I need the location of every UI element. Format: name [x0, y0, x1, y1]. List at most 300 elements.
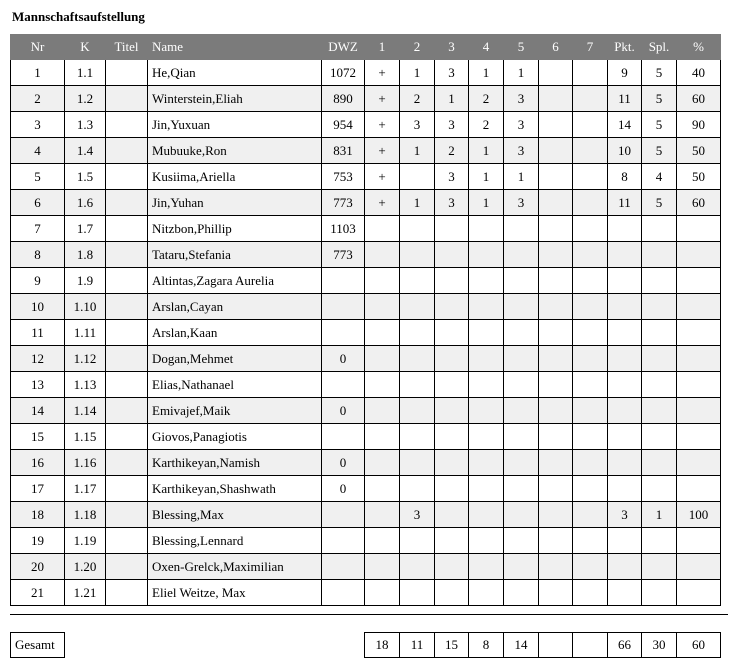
- cell-percent: [677, 476, 721, 502]
- cell-round-3: 1: [435, 86, 469, 112]
- cell-round-6: [539, 60, 573, 86]
- cell-round-7: [573, 398, 608, 424]
- cell-round-6: [539, 242, 573, 268]
- col-round-6-header: 6: [539, 35, 573, 60]
- cell-round-6: [539, 398, 573, 424]
- table-row: [11, 138, 721, 164]
- cell-nr: 15: [11, 424, 65, 450]
- table-row: [11, 450, 721, 476]
- cell-round-1: [365, 554, 400, 580]
- cell-round-4: [469, 216, 504, 242]
- cell-round-1: +: [365, 86, 400, 112]
- cell-round-1: [365, 268, 400, 294]
- cell-percent: [677, 242, 721, 268]
- cell-name: Emivajef,Maik: [148, 398, 322, 424]
- cell-spl: [642, 554, 677, 580]
- cell-k: 1.15: [65, 424, 106, 450]
- cell-spl: [642, 268, 677, 294]
- cell-round-5: [504, 450, 539, 476]
- cell-dwz: 1103: [322, 216, 365, 242]
- cell-round-1: +: [365, 164, 400, 190]
- cell-titel: [106, 450, 148, 476]
- cell-spl: [642, 216, 677, 242]
- totals-table: [10, 632, 721, 658]
- cell-pkt: 14: [608, 112, 642, 138]
- cell-round-4: 1: [469, 164, 504, 190]
- col-percent-header: %: [677, 35, 721, 60]
- cell-nr: 12: [11, 346, 65, 372]
- cell-round-7: [573, 190, 608, 216]
- cell-nr: 10: [11, 294, 65, 320]
- cell-dwz: 890: [322, 86, 365, 112]
- cell-name: Winterstein,Eliah: [148, 86, 322, 112]
- cell-pkt: 3: [608, 502, 642, 528]
- table-row: [11, 294, 721, 320]
- cell-k: 1.14: [65, 398, 106, 424]
- cell-name: Eliel Weitze, Max: [148, 580, 322, 606]
- cell-round-3: 2: [435, 138, 469, 164]
- cell-k: 1.20: [65, 554, 106, 580]
- cell-round-6: [539, 346, 573, 372]
- cell-nr: 1: [11, 60, 65, 86]
- cell-pkt: [608, 346, 642, 372]
- cell-round-5: [504, 216, 539, 242]
- cell-round-1: [365, 502, 400, 528]
- table-row: [11, 528, 721, 554]
- cell-spl: 5: [642, 86, 677, 112]
- cell-round-3: [435, 580, 469, 606]
- cell-k: 1.17: [65, 476, 106, 502]
- cell-round-2: 1: [400, 190, 435, 216]
- cell-round-7: [573, 346, 608, 372]
- cell-nr: 4: [11, 138, 65, 164]
- cell-titel: [106, 242, 148, 268]
- cell-name: Oxen-Grelck,Maximilian: [148, 554, 322, 580]
- cell-pkt: [608, 320, 642, 346]
- cell-pkt: 8: [608, 164, 642, 190]
- cell-round-6: [539, 580, 573, 606]
- cell-round-5: 1: [504, 164, 539, 190]
- cell-nr: 17: [11, 476, 65, 502]
- cell-round-5: [504, 424, 539, 450]
- cell-round-4: 1: [469, 138, 504, 164]
- cell-spl: [642, 476, 677, 502]
- cell-round-4: [469, 320, 504, 346]
- cell-round-1: [365, 320, 400, 346]
- cell-round-6: [539, 554, 573, 580]
- table-row: [11, 346, 721, 372]
- cell-round-2: 2: [400, 86, 435, 112]
- cell-percent: [677, 424, 721, 450]
- cell-titel: [106, 424, 148, 450]
- cell-nr: 21: [11, 580, 65, 606]
- cell-round-3: [435, 372, 469, 398]
- table-row: [11, 268, 721, 294]
- cell-round-7: [573, 424, 608, 450]
- cell-percent: 100: [677, 502, 721, 528]
- cell-round-1: [365, 216, 400, 242]
- cell-spl: [642, 450, 677, 476]
- cell-name: Arslan,Kaan: [148, 320, 322, 346]
- cell-percent: 60: [677, 190, 721, 216]
- cell-round-1: +: [365, 60, 400, 86]
- cell-spl: [642, 320, 677, 346]
- cell-round-7: [573, 86, 608, 112]
- cell-name: Kusiima,Ariella: [148, 164, 322, 190]
- cell-round-2: [400, 450, 435, 476]
- cell-round-6: [539, 424, 573, 450]
- cell-round-6: [539, 164, 573, 190]
- cell-round-6: [539, 476, 573, 502]
- cell-round-6: [539, 268, 573, 294]
- cell-percent: 50: [677, 138, 721, 164]
- cell-name: Blessing,Lennard: [148, 528, 322, 554]
- total-round-7: [573, 633, 608, 658]
- col-name-header: Name: [148, 35, 322, 60]
- cell-pkt: 10: [608, 138, 642, 164]
- cell-percent: [677, 216, 721, 242]
- cell-round-3: 3: [435, 112, 469, 138]
- cell-k: 1.18: [65, 502, 106, 528]
- cell-round-7: [573, 320, 608, 346]
- cell-titel: [106, 398, 148, 424]
- cell-round-7: [573, 164, 608, 190]
- cell-dwz: [322, 294, 365, 320]
- cell-round-4: [469, 346, 504, 372]
- cell-round-1: [365, 242, 400, 268]
- cell-dwz: 831: [322, 138, 365, 164]
- cell-round-6: [539, 528, 573, 554]
- cell-round-5: [504, 502, 539, 528]
- table-row: [11, 580, 721, 606]
- cell-round-7: [573, 528, 608, 554]
- cell-name: Arslan,Cayan: [148, 294, 322, 320]
- total-round-4: 8: [469, 633, 504, 658]
- cell-round-1: [365, 398, 400, 424]
- cell-round-4: [469, 372, 504, 398]
- cell-nr: 20: [11, 554, 65, 580]
- cell-round-5: [504, 268, 539, 294]
- cell-titel: [106, 580, 148, 606]
- cell-name: Giovos,Panagiotis: [148, 424, 322, 450]
- total-round-6: [539, 633, 573, 658]
- cell-name: Nitzbon,Phillip: [148, 216, 322, 242]
- col-round-2-header: 2: [400, 35, 435, 60]
- cell-round-3: 3: [435, 60, 469, 86]
- cell-k: 1.9: [65, 268, 106, 294]
- cell-round-1: [365, 372, 400, 398]
- col-round-7-header: 7: [573, 35, 608, 60]
- col-spl-header: Spl.: [642, 35, 677, 60]
- cell-dwz: 1072: [322, 60, 365, 86]
- cell-round-5: [504, 580, 539, 606]
- cell-k: 1.10: [65, 294, 106, 320]
- cell-nr: 5: [11, 164, 65, 190]
- page-title: Mannschaftsaufstellung: [12, 9, 145, 24]
- cell-percent: [677, 268, 721, 294]
- cell-round-1: [365, 450, 400, 476]
- cell-round-5: [504, 398, 539, 424]
- cell-titel: [106, 294, 148, 320]
- total-round-3: 15: [435, 633, 469, 658]
- cell-dwz: 773: [322, 242, 365, 268]
- cell-dwz: [322, 424, 365, 450]
- cell-pkt: [608, 242, 642, 268]
- cell-k: 1.4: [65, 138, 106, 164]
- cell-round-1: +: [365, 190, 400, 216]
- cell-round-5: [504, 554, 539, 580]
- cell-round-3: [435, 320, 469, 346]
- cell-round-2: [400, 398, 435, 424]
- separator-line: [10, 614, 728, 615]
- cell-k: 1.8: [65, 242, 106, 268]
- cell-round-2: [400, 320, 435, 346]
- cell-round-7: [573, 476, 608, 502]
- cell-round-3: 3: [435, 164, 469, 190]
- cell-pkt: [608, 424, 642, 450]
- roster-table: [10, 34, 721, 606]
- cell-round-4: [469, 398, 504, 424]
- cell-titel: [106, 554, 148, 580]
- cell-nr: 6: [11, 190, 65, 216]
- total-percent: 60: [677, 633, 721, 658]
- cell-name: Jin,Yuxuan: [148, 112, 322, 138]
- cell-pkt: [608, 398, 642, 424]
- cell-percent: [677, 372, 721, 398]
- cell-name: Mubuuke,Ron: [148, 138, 322, 164]
- cell-round-4: [469, 580, 504, 606]
- cell-titel: [106, 372, 148, 398]
- table-row: [11, 502, 721, 528]
- cell-round-2: [400, 554, 435, 580]
- cell-round-6: [539, 320, 573, 346]
- cell-pkt: [608, 216, 642, 242]
- cell-round-2: [400, 476, 435, 502]
- cell-percent: [677, 320, 721, 346]
- cell-k: 1.7: [65, 216, 106, 242]
- cell-pkt: 11: [608, 86, 642, 112]
- table-row: [11, 216, 721, 242]
- cell-spl: 5: [642, 138, 677, 164]
- cell-pkt: [608, 372, 642, 398]
- cell-round-2: 3: [400, 112, 435, 138]
- cell-k: 1.6: [65, 190, 106, 216]
- cell-k: 1.19: [65, 528, 106, 554]
- cell-spl: [642, 580, 677, 606]
- cell-round-6: [539, 294, 573, 320]
- cell-round-6: [539, 450, 573, 476]
- cell-nr: 9: [11, 268, 65, 294]
- cell-round-1: [365, 346, 400, 372]
- cell-titel: [106, 164, 148, 190]
- cell-name: He,Qian: [148, 60, 322, 86]
- cell-round-4: [469, 294, 504, 320]
- cell-round-7: [573, 372, 608, 398]
- table-row: [11, 164, 721, 190]
- cell-round-6: [539, 86, 573, 112]
- cell-round-3: [435, 398, 469, 424]
- cell-round-5: [504, 346, 539, 372]
- cell-name: Elias,Nathanael: [148, 372, 322, 398]
- cell-dwz: 0: [322, 346, 365, 372]
- cell-spl: [642, 372, 677, 398]
- cell-round-7: [573, 268, 608, 294]
- cell-percent: [677, 346, 721, 372]
- cell-dwz: 954: [322, 112, 365, 138]
- cell-name: Blessing,Max: [148, 502, 322, 528]
- cell-pkt: [608, 268, 642, 294]
- cell-titel: [106, 528, 148, 554]
- table-row: [11, 424, 721, 450]
- cell-round-3: [435, 528, 469, 554]
- cell-round-5: [504, 242, 539, 268]
- cell-round-3: [435, 554, 469, 580]
- total-round-5: 14: [504, 633, 539, 658]
- roster-body: [11, 60, 721, 606]
- cell-round-1: [365, 424, 400, 450]
- cell-round-4: 1: [469, 190, 504, 216]
- cell-pkt: [608, 580, 642, 606]
- cell-round-6: [539, 112, 573, 138]
- cell-round-4: 2: [469, 112, 504, 138]
- cell-spl: [642, 398, 677, 424]
- cell-nr: 16: [11, 450, 65, 476]
- cell-percent: [677, 554, 721, 580]
- cell-round-4: 2: [469, 86, 504, 112]
- cell-percent: [677, 398, 721, 424]
- cell-round-5: 3: [504, 86, 539, 112]
- cell-round-3: [435, 242, 469, 268]
- cell-round-2: 3: [400, 502, 435, 528]
- cell-round-7: [573, 450, 608, 476]
- cell-round-7: [573, 294, 608, 320]
- cell-round-1: +: [365, 112, 400, 138]
- cell-round-3: 3: [435, 190, 469, 216]
- cell-round-2: 1: [400, 138, 435, 164]
- cell-nr: 3: [11, 112, 65, 138]
- cell-spl: 5: [642, 60, 677, 86]
- cell-nr: 8: [11, 242, 65, 268]
- cell-titel: [106, 112, 148, 138]
- cell-round-5: [504, 528, 539, 554]
- cell-round-4: [469, 528, 504, 554]
- totals-row: [11, 633, 721, 658]
- cell-round-2: [400, 424, 435, 450]
- cell-titel: [106, 190, 148, 216]
- total-round-1: 18: [365, 633, 400, 658]
- cell-dwz: [322, 372, 365, 398]
- cell-nr: 14: [11, 398, 65, 424]
- cell-name: Karthikeyan,Shashwath: [148, 476, 322, 502]
- cell-nr: 7: [11, 216, 65, 242]
- cell-pkt: 11: [608, 190, 642, 216]
- cell-round-7: [573, 580, 608, 606]
- cell-percent: 50: [677, 164, 721, 190]
- cell-percent: 40: [677, 60, 721, 86]
- cell-titel: [106, 346, 148, 372]
- cell-titel: [106, 502, 148, 528]
- col-pkt-header: Pkt.: [608, 35, 642, 60]
- cell-spl: [642, 528, 677, 554]
- totals-label: Gesamt: [11, 633, 65, 658]
- col-dwz-header: DWZ: [322, 35, 365, 60]
- cell-round-3: [435, 216, 469, 242]
- cell-round-4: [469, 268, 504, 294]
- cell-round-3: [435, 502, 469, 528]
- col-round-5-header: 5: [504, 35, 539, 60]
- cell-round-7: [573, 216, 608, 242]
- cell-round-5: [504, 294, 539, 320]
- cell-round-5: [504, 320, 539, 346]
- cell-k: 1.11: [65, 320, 106, 346]
- cell-titel: [106, 138, 148, 164]
- cell-dwz: 773: [322, 190, 365, 216]
- col-nr-header: Nr: [11, 35, 65, 60]
- cell-spl: [642, 424, 677, 450]
- cell-name: Altintas,Zagara Aurelia: [148, 268, 322, 294]
- cell-dwz: 0: [322, 450, 365, 476]
- cell-pkt: [608, 476, 642, 502]
- table-row: [11, 554, 721, 580]
- cell-nr: 11: [11, 320, 65, 346]
- cell-name: Karthikeyan,Namish: [148, 450, 322, 476]
- cell-round-1: [365, 476, 400, 502]
- cell-k: 1.16: [65, 450, 106, 476]
- cell-percent: [677, 580, 721, 606]
- cell-round-2: [400, 372, 435, 398]
- table-row: [11, 112, 721, 138]
- col-round-4-header: 4: [469, 35, 504, 60]
- cell-k: 1.2: [65, 86, 106, 112]
- cell-round-7: [573, 554, 608, 580]
- table-row: [11, 60, 721, 86]
- cell-spl: 5: [642, 112, 677, 138]
- cell-round-5: [504, 372, 539, 398]
- cell-k: 1.1: [65, 60, 106, 86]
- cell-pkt: [608, 294, 642, 320]
- cell-spl: 5: [642, 190, 677, 216]
- cell-spl: [642, 346, 677, 372]
- cell-round-3: [435, 450, 469, 476]
- cell-round-2: [400, 268, 435, 294]
- table-row: [11, 476, 721, 502]
- table-row: [11, 242, 721, 268]
- cell-round-2: [400, 580, 435, 606]
- cell-nr: 13: [11, 372, 65, 398]
- cell-round-4: [469, 242, 504, 268]
- header-row: [11, 35, 721, 60]
- cell-round-6: [539, 502, 573, 528]
- cell-round-2: [400, 164, 435, 190]
- cell-percent: [677, 528, 721, 554]
- cell-round-3: [435, 294, 469, 320]
- cell-round-4: 1: [469, 60, 504, 86]
- cell-round-7: [573, 502, 608, 528]
- cell-nr: 19: [11, 528, 65, 554]
- cell-round-4: [469, 450, 504, 476]
- cell-spl: [642, 242, 677, 268]
- cell-round-4: [469, 476, 504, 502]
- table-row: [11, 398, 721, 424]
- cell-round-5: 3: [504, 112, 539, 138]
- cell-titel: [106, 60, 148, 86]
- cell-spl: 4: [642, 164, 677, 190]
- cell-pkt: [608, 450, 642, 476]
- cell-round-1: [365, 580, 400, 606]
- cell-pkt: [608, 554, 642, 580]
- cell-k: 1.12: [65, 346, 106, 372]
- cell-titel: [106, 86, 148, 112]
